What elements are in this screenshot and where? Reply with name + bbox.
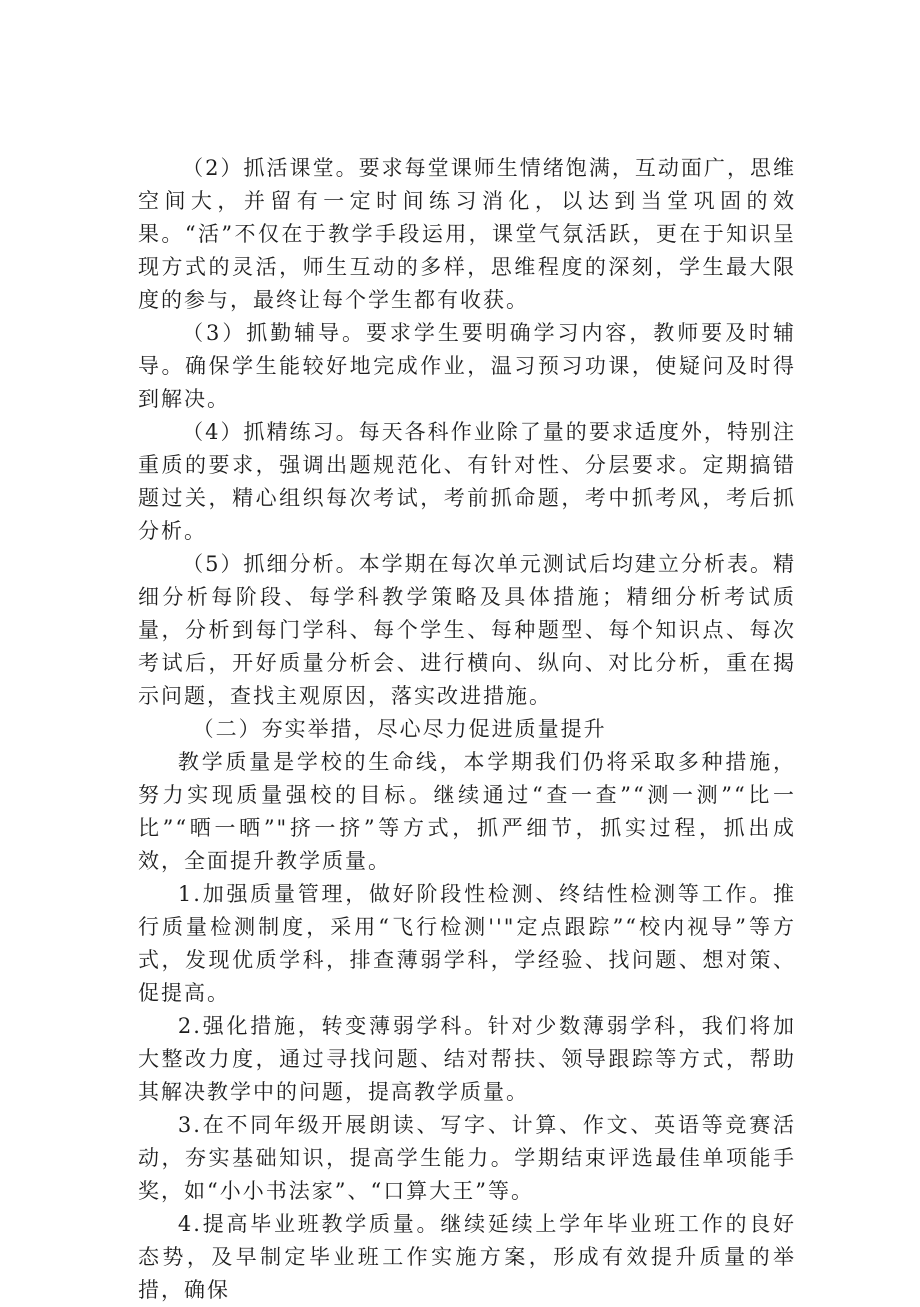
paragraph-analysis: （5）抓细分析。本学期在每次单元测试后均建立分析表。精细分析每阶段、每学科教学策略及具体措施；精细分析考试质量，分析到每门学科、每个学生、每种题型、每个知识点、每次考试后，开好质量分析会、进行横向、纵向、对比分析，重在揭示问题，查找主观原因，落实改进措施。: [138, 552, 796, 708]
document-body: [138, 152, 796, 1307]
paragraph-active-classroom: （2）抓活课堂。要求每堂课师生情绪饱满，互动面广，思维空间大，并留有一定时间练习消化，以达到当堂巩固的效果。“活”不仅在于教学手段运用，课堂气氛活跃，更在于知识呈现方式的灵活，师生互动的多样，思维程度的深刻，学生最大限度的参与，最终让每个学生都有收获。: [138, 156, 796, 312]
paragraph-item-4: 4.提高毕业班教学质量。继续延续上学年毕业班工作的良好态势，及早制定毕业班工作实施方案，形成有效提升质量的举措，确保: [138, 1212, 796, 1302]
paragraph-item-3: 3.在不同年级开展朗读、写字、计算、作文、英语等竞赛活动，夯实基础知识，提高学生能力。学期结束评选最佳单项能手奖，如“小小书法家”、“口算大王”等。: [138, 1113, 796, 1203]
paragraph-practice: （4）抓精练习。每天各科作业除了量的要求适度外，特别注重质的要求，强调出题规范化、有针对性、分层要求。定期搞错题过关，精心组织每次考试，考前抓命题，考中抓考风，考后抓分析。: [138, 420, 796, 543]
paragraph-item-1: 1.加强质量管理，做好阶段性检测、终结性检测等工作。推行质量检测制度，采用“飞行检测''"定点跟踪”“校内视导”等方式，发现优质学科，排查薄弱学科，学经验、找问题、想对策、促提高。: [138, 882, 796, 1005]
paragraph-quality-lead: 教学质量是学校的生命线，本学期我们仍将采取多种措施，努力实现质量强校的目标。继续通过“查一查”“测一测”“比一比”“晒一晒”"挤一挤”等方式，抓严细节，抓实过程，抓出成效，全面提升教学质量。: [138, 750, 796, 873]
section-heading: （二）夯实举措，尽心尽力促进质量提升: [192, 717, 607, 741]
paragraph-item-2: 2.强化措施，转变薄弱学科。针对少数薄弱学科，我们将加大整改力度，通过寻找问题、结对帮扶、领导跟踪等方式，帮助其解决教学中的问题，提高教学质量。: [138, 1014, 796, 1104]
paragraph-tutoring: （3）抓勤辅导。要求学生要明确学习内容，教师要及时辅导。确保学生能较好地完成作业，温习预习功课，使疑问及时得到解决。: [138, 321, 796, 411]
